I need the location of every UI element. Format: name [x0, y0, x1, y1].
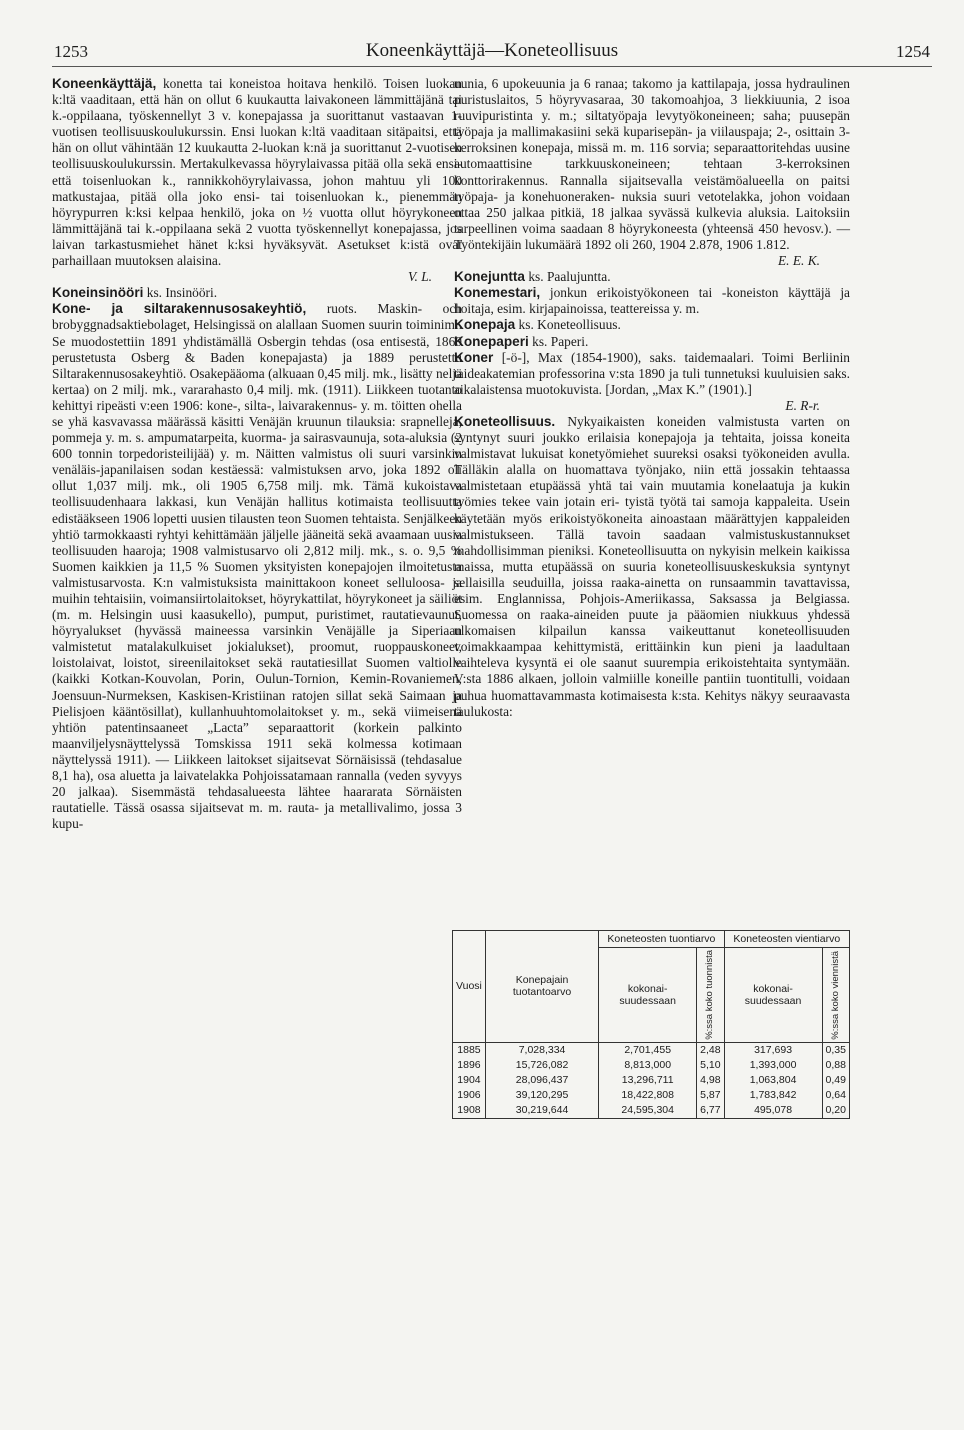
table-cell-export-pct: 0,64 — [822, 1088, 849, 1103]
entry-headword: Koner — [454, 349, 494, 365]
entry-text: uunia, 6 upokeuunia ja 6 ranaa; takomo ja kattilapaja, jossa hydraulinen puristuslaitos, 5 höyryvasaraa, 30 takomoahjoa, 3 liekkiuunia, 2 isoa ruuvipuristinta y. m.; siltatyöpaja levytyökoneineen; saha; puusepän työpaja ja mallimakasiini sekä kuparisepän- ja viilauspaja; 2-, osittain 3-kerroksinen konepaja, missä m. m. 116 sorvia; separaattoritehdas uusine automaattisine tarkkuuskoneineen; tehtaan 3-kerroksinen konttorirakennus. Rannalla sijaitsevalla veistämöalueella on paitsi työpaja- ja konehuoneraken- nuksia suuri vetotelakka, johon voidaan ottaa 250 jalkaa pitkiä, 18 jalkaa syvässä kulkevia aluksia. Laitoksiin tarpeellinen voima saadaan 8 höyrykoneesta (yhteensä 450 hevosv.). — Työntekijäin lukumäärä 1892 oli 260, 1904 2.878, 1906 1.812. — [454, 76, 850, 252]
group-import-header: Koneteosten tuontiarvo — [599, 931, 724, 948]
table-cell-import-pct: 6,77 — [697, 1103, 724, 1119]
table-cell-import: 24,595,304 — [599, 1103, 697, 1119]
entry-text: ks. Insinööri. — [146, 285, 218, 301]
table-row — [453, 1073, 850, 1088]
dictionary-entry — [454, 269, 850, 285]
entry-text: ks. Koneteollisuus. — [518, 317, 621, 333]
table-cell-export: 495,078 — [724, 1103, 822, 1119]
entry-text: Nykyaikaisten koneiden valmistusta varten on syntynyt suuri joukko erilaisia konepajoja ja tehtaita, joissa koneita valmistavat lukuisat konetyömiehet suureksi osaksi työkoneiden avulla. Tälläkin alalla on huomattava työnjako, niin että jossakin tehtaassa valmistetaan etupäässä yhtä tai vain muutamia konelaatuja ja kukin työmies tekee vain jotain eri- tyistä työtä tai samoja kappaleita. Usein käytetään myös erikoistyökoneita ainoastaan määrättyjen kappaleiden valmistukseen. Tällä tavoin saadaan valmistuskustannukset mahdollisimman pieniksi. Koneteollisuutta on nykyisin melkein kaikissa maissa, mutta etupäässä on suuria koneteollisuuskeskuksia syntynyt sellaisilla seuduilla, joissa raaka-ainetta on runsaammin tavattavissa, esim. Englannissa, Pohjois-Ameriikassa, Saksassa ja Belgiassa. Suomessa on raaka-aineiden puute ja pääomien niukkuus yhdessä ulkomaisen kilpailun kanssa vaikeuttanut koneteollisuuden voimakkaampaa kehittymistä, erittäinkin kun pieni ja laadultaan vaihteleva kysyntä ei ole saanut suurempia erikoistehtaita syntymään. V:sta 1886 alkaen, jolloin valmiille koneille pantiin tuontitulli, voidaan puhua huomattavammasta kotimaisesta k:sta. Kehitys näkyy seuraavasta taulukosta: — [454, 413, 850, 719]
entry-text: ks. Paperi. — [532, 333, 589, 349]
dictionary-entry — [454, 317, 850, 333]
right-page-number: 1254 — [896, 42, 930, 61]
continued-text — [454, 76, 850, 269]
statistics-table — [452, 930, 850, 1119]
entry-text: [-ö-], Max (1854-1900), saks. taidemaalari. Toimi Berliinin taideakatemian professorina v:sta 1890 ja tuli tunnetuksi kuuluisien saks. aikalaistensa muotokuvista. [Jordan, „Max K.” (1901).] — [454, 349, 850, 397]
table-cell-import-pct: 4,98 — [697, 1073, 724, 1088]
dictionary-entry — [454, 285, 850, 317]
table-cell-export-pct: 0,20 — [822, 1103, 849, 1119]
import-total-header: kokonai-suudessaan — [599, 948, 697, 1043]
table-cell-output: 7,028,334 — [485, 1042, 598, 1058]
entry-headword: Koneteollisuus. — [454, 413, 556, 429]
dictionary-entry — [52, 301, 462, 832]
table-cell-export-pct: 0,88 — [822, 1058, 849, 1073]
col-year-header: Vuosi — [453, 931, 486, 1043]
left-page-number: 1253 — [54, 42, 88, 61]
entry-text: konetta tai koneistoa hoitava henkilö. Toisen luokan k:ltä vaaditaan, että hän on ollut 6 kuukautta laivakoneen lämmittäjänä tai k.-oppilaana, työskennellyt 3 v. konepajassa ja suorittanut vastaavan 1-vuotisen teollisuuskoulukurssin. Ensi luokan k:ltä vaaditaan sitäpaitsi, että hän on ollut vähintään 12 kuukautta 2-luokan k:nä ja suorittanut 2-vuotisen teollisuuskoulukurssin. Mertakulkevassa höyrylaivassa pitää olla sekä ensi- että toisenluokan k., rannikkohöyrylaivassa, johon mahtuu yli 100 matkustajaa, pitää olla joko ensi- tai toisenluokan k., pienemmän höyrypurren k:ksi kelpaa henkilö, joka on ½ vuotta ollut höyrykoneen lämmittäjänä tai k.-oppilaana sekä 2 vuotta työskennellyt konepajassa, jos laivan tarkastusmiehet hänet k:ksi hyväksyvät. Asetukset k:istä ovat parhaillaan muutoksen alaisina. — [52, 76, 462, 269]
table-cell-export: 317,693 — [724, 1042, 822, 1058]
export-pct-header: %:ssa koko viennistä — [822, 948, 849, 1043]
table-row — [453, 1042, 850, 1058]
left-column — [52, 76, 462, 832]
table-cell-import: 8,813,000 — [599, 1058, 697, 1073]
dictionary-entry — [52, 76, 462, 285]
col-output-header: Konepajain tuotantoarvo — [485, 931, 598, 1043]
table-row — [453, 1058, 850, 1073]
entry-headword: Koneenkäyttäjä, — [52, 76, 157, 91]
table-cell-output: 15,726,082 — [485, 1058, 598, 1073]
dictionary-entry — [52, 285, 462, 301]
export-total-header: kokonai-suudessaan — [724, 948, 822, 1043]
entry-text: ks. Paalujuntta. — [528, 269, 611, 285]
table-cell-export-pct: 0,35 — [822, 1042, 849, 1058]
import-pct-header: %:ssa koko tuonnista — [697, 948, 724, 1043]
table-cell-export: 1,063,804 — [724, 1073, 822, 1088]
right-column — [454, 76, 850, 720]
table-cell-import-pct: 5,10 — [697, 1058, 724, 1073]
entry-headword: Konemestari, — [454, 285, 541, 301]
entry-headword: Kone- ja siltarakennusosakeyhtiö, — [52, 301, 307, 317]
dictionary-entry — [454, 350, 850, 414]
table-cell-output: 28,096,437 — [485, 1073, 598, 1088]
page-header — [52, 38, 932, 67]
table-body — [453, 1042, 850, 1118]
entry-headword: Koneinsinööri — [52, 285, 144, 301]
entry-signature: E. E. K. — [777, 253, 820, 269]
table-cell-import-pct: 2,48 — [697, 1042, 724, 1058]
table-cell-year: 1896 — [453, 1058, 486, 1073]
table-cell-output: 30,219,644 — [485, 1103, 598, 1119]
entry-headword: Konepaperi — [454, 333, 529, 349]
entry-signature: V. L. — [408, 269, 432, 285]
table-cell-import-pct: 5,87 — [697, 1088, 724, 1103]
entry-text: ruots. Maskin- och brobyggnadsaktiebolaget, Helsingissä on alallaan Suomen suurin toiminimi. Se muodostettiin 1891 yhdistämällä Osbergin tehdas (osa entisestä, 1860 perustetusta Osberg & Baden konepajasta) ja 1889 perustettu Siltarakennusosakeyhtiö. Osakepääoma (alkuaan 0,45 milj. mk., lisätty neljä kertaa) on 2 milj. mk., vararahasto 0,4 milj. mk. (1911). Liikkeen tuotanto kehittyi ripeästi v:een 1906: kone-, silta-, laivarakennus- y. m. töitten ohella se yhä kasvavassa määrässä käsitti Venäjän kruunun tilauksia: srapnelleja, pommeja y. m. s. ampumatarpeita, kuorma- ja sairasvaunuja, sota-aluksia (2 600 tonnin torpedoristeilijää) y. m. Näitten valmistus oli suuri varsinkin venäläis-japanilaisen sodan kestäessä: valmistuksen arvo, joka 1892 oli ollut 1,037 milj. mk., oli 1905 6,758 milj. mk. Tämä kukoistava teollisuudenhaara lakkasi, kun Venäjän hallitus kotimaista teollisuutta edistääkseen 1906 lopetti uusien tilausten teon Suomen tehtaista. Senjälkeen yhtiö tarmokkaasti ryhtyi kehittämään jäljelle jääneitä sekä avaamaan uusia teollisuuden haaroja; 1908 valmistusarvo oli 2,812 milj. mk., s. o. 9,5 % Suomen kaikkien ja 11,5 % Suomen yksityisten konepajojen ilmoitetusta valmistusarvosta. K:n valmistuksista mainittakoon koneet selluloosa- ja muihin tehtaisiin, voimansiirtolaitokset, höyrykattilat, höyrykoneet ja säiliöt (m. m. Helsingin uusi kaasukello), pumput, puristimet, rautatievaunut, höyryalukset (hyvässä maineessa varsinkin Venäjälle ja Siperiaan valmistetut matalakulkuiset jokialukset), proomut, ruoppauskoneet, loistolaivat, loistot, sireenilaitokset sekä rautatiesillat Suomen valtiolle (kaikki Kotkan-Kouvolan, Porin, Oulun-Tornion, Kemin-Rovaniemen, Joensuun-Nurmeksen, Kaskisen-Kristiinan ratojen sillat sekä Saimaan ja Pielisjoen kääntösillat), kullanhuuhtomolaitokset y. m., sekä viimeisenä yhtiön patentinsaaneet „Lacta” separaattorit (korkein palkinto maanviljelysnäyttelyssä Tomskissa 1911 sekä kolmessa kotimaan näyttelyssä 1911). — Liikkeen laitokset sijaitsevat Sörnäisissä (tehdasalue 8,1 ha), osa aluetta ja laivatelakka Pohjoissatamaan rannalla (veden syvyys 20 jalkaa). Sisemmästä tehdasalueesta lähtee haararata Sörnäisten rautatielle. Tässä osassa sijaitsevat m. m. rauta- ja metallivalimo, jossa 3 kupu- — [52, 301, 463, 832]
table-cell-import: 13,296,711 — [599, 1073, 697, 1088]
running-title: Koneenkäyttäjä—Koneteollisuus — [365, 40, 619, 61]
table-cell-export: 1,783,842 — [724, 1088, 822, 1103]
dictionary-entry — [454, 414, 850, 720]
entry-headword: Konejuntta — [454, 269, 525, 285]
table-cell-year: 1904 — [453, 1073, 486, 1088]
dictionary-entry — [454, 334, 850, 350]
entry-signature: E. R-r. — [785, 397, 820, 413]
table-cell-export-pct: 0,49 — [822, 1073, 849, 1088]
table-cell-import: 2,701,455 — [599, 1042, 697, 1058]
table-cell-export: 1,393,000 — [724, 1058, 822, 1073]
table-cell-year: 1908 — [453, 1103, 486, 1119]
table-cell-output: 39,120,295 — [485, 1088, 598, 1103]
entry-headword: Konepaja — [454, 317, 516, 333]
group-export-header: Koneteosten vientiarvo — [724, 931, 849, 948]
table-row — [453, 1103, 850, 1119]
table-cell-year: 1885 — [453, 1042, 486, 1058]
table-cell-year: 1906 — [453, 1088, 486, 1103]
table-row — [453, 1088, 850, 1103]
table-cell-import: 18,422,808 — [599, 1088, 697, 1103]
entry-text: jonkun erikoistyökoneen tai -koneiston käyttäjä ja hoitaja, esim. kirjapainoissa, teattereissa y. m. — [454, 285, 850, 317]
